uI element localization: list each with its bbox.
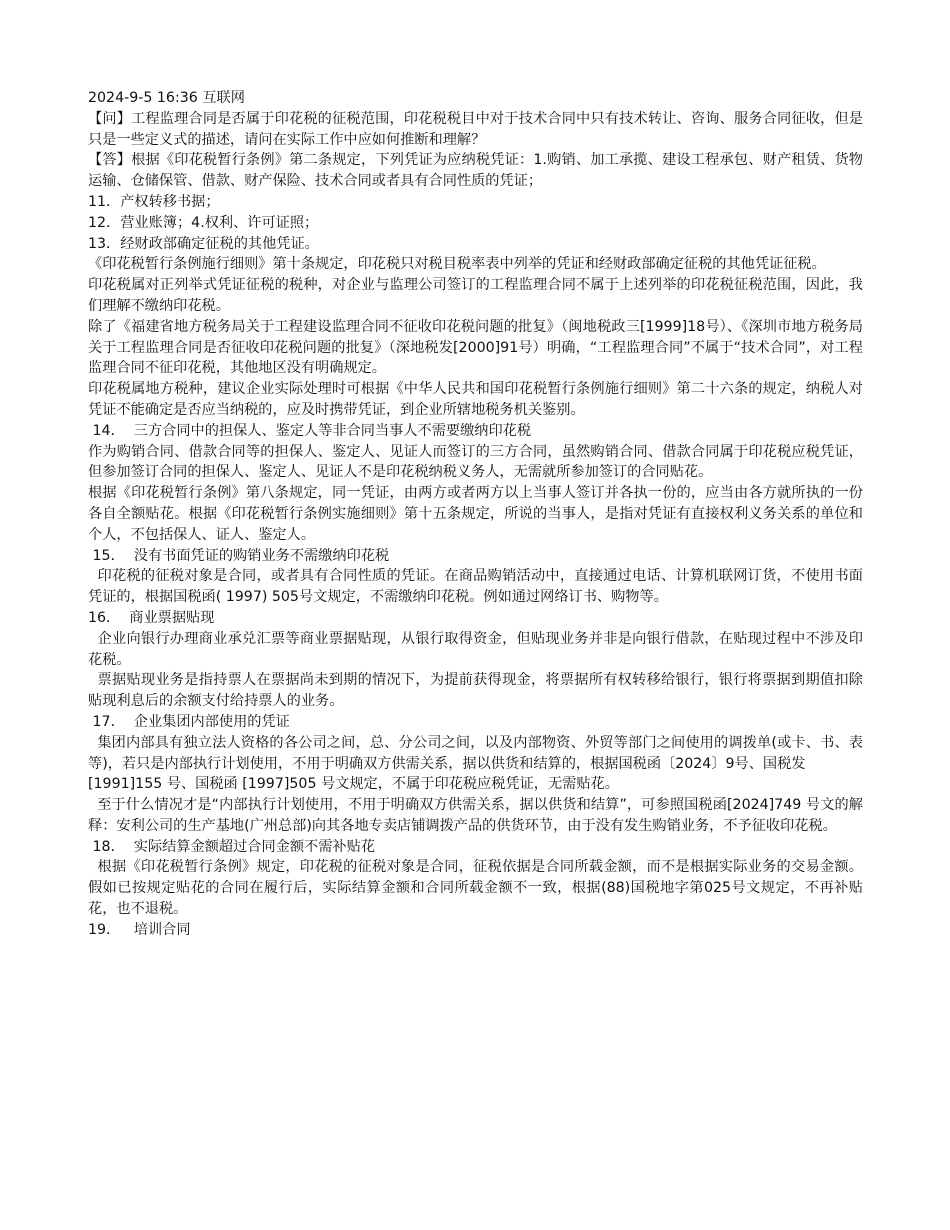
body-paragraph: 印花税属对正列举式凭证征税的税种，对企业与监理公司签订的工程监理合同不属于上述列举的印花税征税范围，因此，我们理解不缴纳印花税。 (88, 277, 863, 314)
document-page (88, 88, 863, 941)
section-heading-18: 18． 实际结算金额超过合同金额不需补贴花 (88, 838, 375, 855)
body-paragraph: 根据《印花税暂行条例》规定，印花税的征税对象是合同，征税依据是合同所载金额，而不是根据实际业务的交易金额。假如已按规定贴花的合同在履行后，实际结算金额和合同所载金额不一致，根据(88)国税地字第025号文规定，不再补贴花，也不退税。 (88, 859, 863, 918)
body-paragraph: 印花税的征税对象是合同，或者具有合同性质的凭证。在商品购销活动中，直接通过电话、计算机联网订货，不使用书面凭证的，根据国税函( 1997) 505号文规定，不需缴纳印花税。例如通过网络订书、购物等。 (88, 568, 863, 606)
body-paragraph: 除了《福建省地方税务局关于工程建设监理合同不征收印花税问题的批复》（闽地税政三[1999]18号）、《深圳市地方税务局关于工程监理合同是否征收印花税问题的批复》（深地税发[2000]91号）明确，“工程监理合同”不属于“技术合同”，对工程监理合同不征印花税，其他地区没有明确规定。 (88, 318, 863, 377)
body-paragraph: 印花税属地方税种，建议企业实际处理时可根据《中华人民共和国印花税暂行条例施行细则》第二十六条的规定，纳税人对凭证不能确定是否应当纳税的，应及时携带凭证，到企业所辖地税务机关鉴别。 (88, 381, 863, 418)
answer-paragraph: 【答】根据《印花税暂行条例》第二条规定，下列凭证为应纳税凭证：1.购销、加工承揽、建设工程承包、财产租赁、货物运输、仓储保管、借款、财产保险、技术合同或者具有合同性质的凭证； (88, 152, 863, 190)
list-item-11: 11．产权转移书据； (88, 193, 220, 210)
body-paragraph: 作为购销合同、借款合同等的担保人、鉴定人、见证人而签订的三方合同，虽然购销合同、借款合同属于印花税应税凭证，但参加签订合同的担保人、鉴定人、见证人不是印花税纳税义务人，无需就所参加签订的合同贴花。 (88, 443, 863, 481)
header-line (88, 88, 863, 109)
list-item-12: 12．营业账簿；4.权利、许可证照； (88, 214, 319, 231)
body-paragraph: 根据《印花税暂行条例》第八条规定，同一凭证，由两方或者两方以上当事人签订并各执一份的，应当由各方就所执的一份各自全额贴花。根据《印花税暂行条例实施细则》第十五条规定，所说的当事人，是指对凭证有直接权利义务关系的单位和个人，不包括保人、证人、鉴定人。 (88, 485, 863, 543)
datetime: 2024-9-5 16:36 (88, 90, 198, 106)
section-heading-16: 16． 商业票据贴现 (88, 609, 215, 626)
section-heading-19: 19． 培训合同 (88, 921, 191, 938)
body-paragraph: [1991]155 号、国税函 [1997]505 号文规定，不属于印花税应税凭证，无需贴花。 (88, 776, 619, 793)
section-heading-15: 15． 没有书面凭证的购销业务不需缴纳印花税 (88, 547, 390, 564)
source-label: 互联网 (202, 90, 245, 106)
body-paragraph: 集团内部具有独立法人资格的各公司之间，总、分公司之间，以及内部物资、外贸等部门之间使用的调拨单(或卡、书、表等)，若只是内部执行计划使用，不用于明确双方供需关系，据以供货和结算的，根据国税函〔2024〕9号、国税发 (88, 734, 863, 772)
body-paragraph: 至于什么情况才是“内部执行计划使用，不用于明确双方供需关系，据以供货和结算”，可参照国税函[2024]749 号文的解释：安利公司的生产基地(广州总部)向其各地专卖店铺调拨产品的供货环节，由于没有发生购销业务，不予征收印花税。 (88, 797, 863, 834)
section-heading-14: 14． 三方合同中的担保人、鉴定人等非合同当事人不需要缴纳印花税 (88, 422, 532, 439)
body-paragraph: 《印花税暂行条例施行细则》第十条规定，印花税只对税目税率表中列举的凭证和经财政部确定征税的其他凭证征税。 (88, 256, 826, 273)
body-paragraph: 票据贴现业务是指持票人在票据尚未到期的情况下，为提前获得现金，将票据所有权转移给银行，银行将票据到期值扣除贴现利息后的余额支付给持票人的业务。 (88, 672, 863, 710)
section-heading-17: 17． 企业集团内部使用的凭证 (88, 713, 290, 730)
list-item-13: 13．经财政部确定征税的其他凭证。 (88, 235, 319, 252)
question-paragraph: 【问】工程监理合同是否属于印花税的征税范围，印花税税目中对于技术合同中只有技术转让、咨询、服务合同征收，但是只是一些定义式的描述，请问在实际工作中应如何推断和理解？ (88, 110, 863, 148)
body-paragraph: 企业向银行办理商业承兑汇票等商业票据贴现，从银行取得资金，但贴现业务并非是向银行借款，在贴现过程中不涉及印花税。 (88, 630, 863, 668)
